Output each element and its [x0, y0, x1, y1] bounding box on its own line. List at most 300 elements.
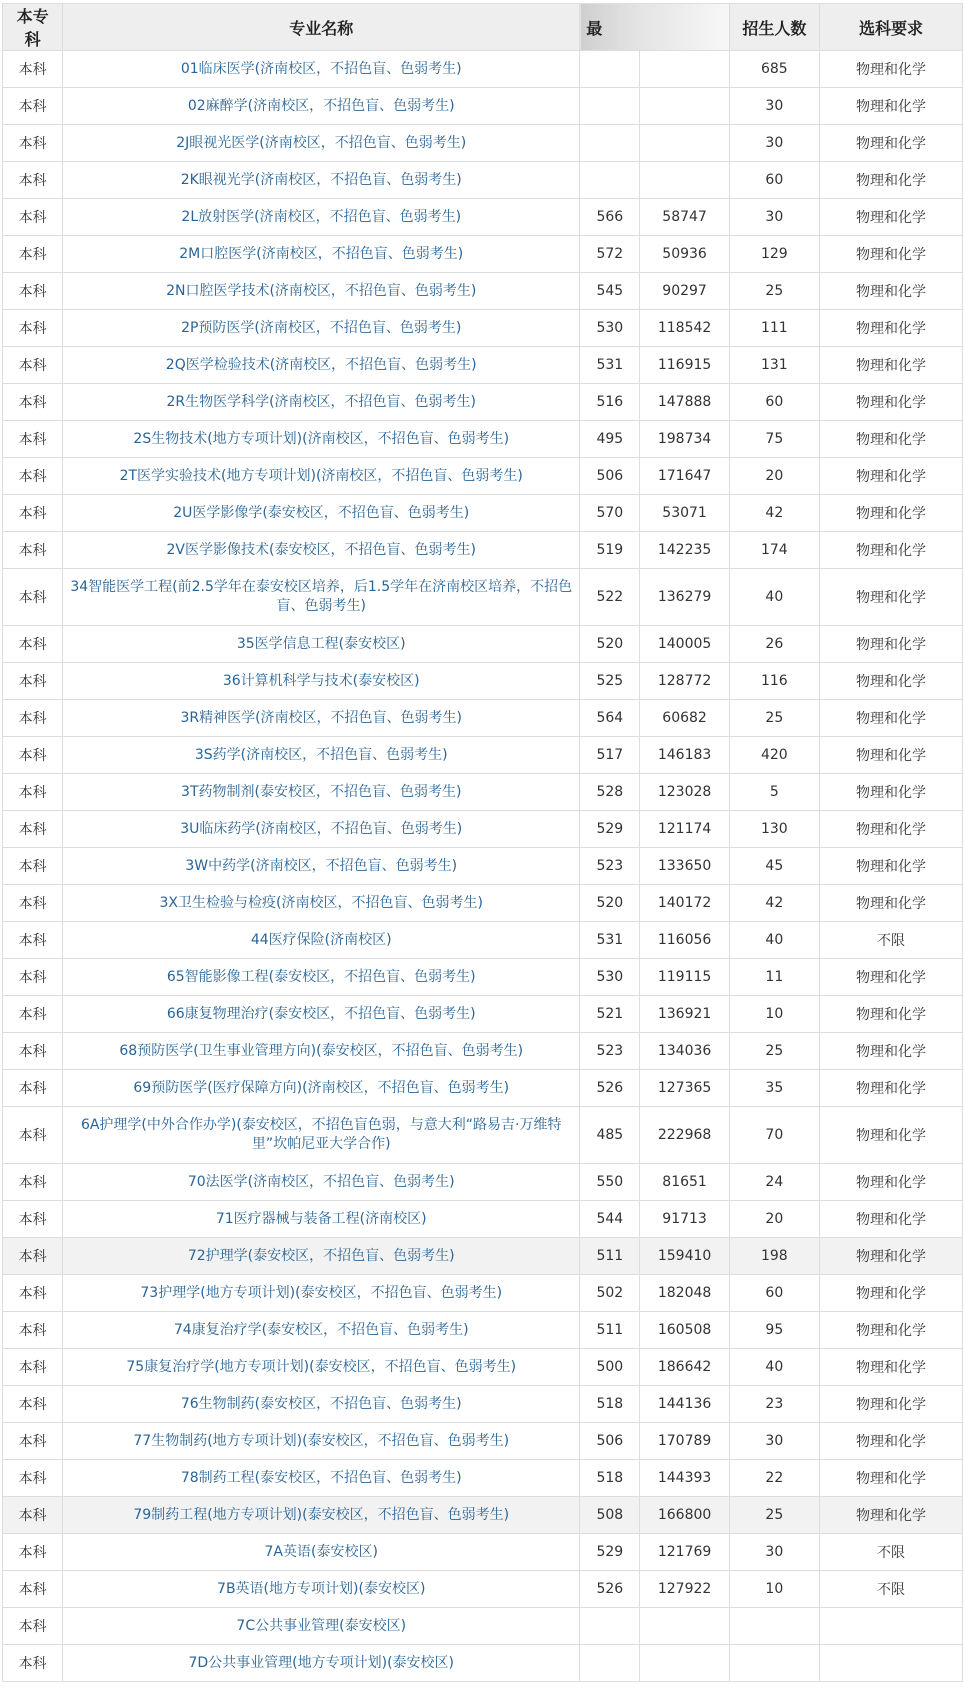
table-row [3, 996, 963, 1033]
cell-subject-req: 物理和化学 [819, 1497, 962, 1534]
table-row [3, 1107, 963, 1164]
cell-enrollment: 40 [729, 922, 819, 959]
cell-min-score: 520 [580, 885, 640, 922]
cell-min-rank: 136279 [640, 569, 729, 626]
cell-min-score: 516 [580, 384, 640, 421]
cell-enrollment: 75 [729, 421, 819, 458]
cell-major[interactable]: 3W中药学(济南校区，不招色盲、色弱考生) [63, 848, 580, 885]
cell-enrollment: 131 [729, 347, 819, 384]
cell-level: 本科 [3, 1070, 63, 1107]
cell-subject-req: 物理和化学 [819, 532, 962, 569]
cell-major[interactable]: 72护理学(泰安校区，不招色盲、色弱考生) [63, 1238, 580, 1275]
cell-enrollment: 60 [729, 162, 819, 199]
cell-subject-req [819, 1645, 962, 1682]
cell-min-rank: 116915 [640, 347, 729, 384]
cell-level: 本科 [3, 1534, 63, 1571]
cell-subject-req: 物理和化学 [819, 199, 962, 236]
cell-major[interactable]: 7B英语(地方专项计划)(泰安校区) [63, 1571, 580, 1608]
cell-level: 本科 [3, 1238, 63, 1275]
cell-major[interactable]: 75康复治疗学(地方专项计划)(泰安校区，不招色盲、色弱考生) [63, 1349, 580, 1386]
cell-min-rank: 121174 [640, 811, 729, 848]
cell-subject-req: 物理和化学 [819, 811, 962, 848]
header-major: 专业名称 [63, 4, 580, 51]
header-level: 本专科 [3, 4, 63, 51]
cell-major[interactable]: 70法医学(济南校区，不招色盲、色弱考生) [63, 1164, 580, 1201]
cell-min-rank: 134036 [640, 1033, 729, 1070]
cell-enrollment: 198 [729, 1238, 819, 1275]
cell-enrollment: 40 [729, 1349, 819, 1386]
cell-min-score: 570 [580, 495, 640, 532]
table-row [3, 1423, 963, 1460]
cell-min-rank: 198734 [640, 421, 729, 458]
cell-enrollment: 30 [729, 199, 819, 236]
cell-enrollment: 45 [729, 848, 819, 885]
cell-major[interactable]: 65智能影像工程(泰安校区，不招色盲、色弱考生) [63, 959, 580, 996]
table-row [3, 532, 963, 569]
cell-min-rank: 116056 [640, 922, 729, 959]
cell-subject-req: 不限 [819, 1534, 962, 1571]
cell-level: 本科 [3, 1497, 63, 1534]
table-row [3, 1645, 963, 1682]
cell-min-rank [640, 1645, 729, 1682]
cell-enrollment: 40 [729, 569, 819, 626]
cell-level: 本科 [3, 1645, 63, 1682]
table-row [3, 569, 963, 626]
cell-min-rank: 144136 [640, 1386, 729, 1423]
cell-enrollment: 35 [729, 1070, 819, 1107]
cell-major[interactable]: 77生物制药(地方专项计划)(泰安校区，不招色盲、色弱考生) [63, 1423, 580, 1460]
header-min-score-label: 最 [586, 18, 603, 38]
table-row [3, 1201, 963, 1238]
cell-enrollment: 22 [729, 1460, 819, 1497]
cell-enrollment: 10 [729, 996, 819, 1033]
cell-min-score: 529 [580, 811, 640, 848]
cell-level: 本科 [3, 1608, 63, 1645]
cell-level: 本科 [3, 626, 63, 663]
cell-min-score: 519 [580, 532, 640, 569]
cell-min-rank: 91713 [640, 1201, 729, 1238]
cell-min-rank: 58747 [640, 199, 729, 236]
cell-min-score [580, 1645, 640, 1682]
cell-min-score: 545 [580, 273, 640, 310]
cell-min-score: 511 [580, 1238, 640, 1275]
cell-min-rank: 53071 [640, 495, 729, 532]
cell-level: 本科 [3, 1386, 63, 1423]
cell-enrollment: 30 [729, 88, 819, 125]
cell-enrollment: 25 [729, 273, 819, 310]
cell-min-score: 518 [580, 1386, 640, 1423]
cell-min-rank: 160508 [640, 1312, 729, 1349]
cell-major[interactable]: 69预防医学(医疗保障方向)(济南校区，不招色盲、色弱考生) [63, 1070, 580, 1107]
cell-level: 本科 [3, 162, 63, 199]
cell-min-rank: 144393 [640, 1460, 729, 1497]
table-row [3, 848, 963, 885]
table-row [3, 51, 963, 88]
cell-min-rank: 186642 [640, 1349, 729, 1386]
cell-major[interactable]: 3T药物制剂(泰安校区，不招色盲、色弱考生) [63, 774, 580, 811]
cell-min-rank [640, 88, 729, 125]
cell-enrollment: 23 [729, 1386, 819, 1423]
cell-level: 本科 [3, 959, 63, 996]
cell-major[interactable]: 44医疗保险(济南校区) [63, 922, 580, 959]
table-row [3, 663, 963, 700]
cell-enrollment: 420 [729, 737, 819, 774]
cell-major[interactable]: 34智能医学工程(前2.5学年在泰安校区培养，后1.5学年在济南校区培养，不招色盲、色弱考生) [63, 569, 580, 626]
cell-subject-req: 物理和化学 [819, 1312, 962, 1349]
cell-subject-req: 物理和化学 [819, 88, 962, 125]
cell-min-score: 530 [580, 310, 640, 347]
cell-enrollment: 130 [729, 811, 819, 848]
cell-subject-req: 物理和化学 [819, 421, 962, 458]
cell-subject-req: 物理和化学 [819, 236, 962, 273]
cell-major[interactable]: 7D公共事业管理(地方专项计划)(泰安校区) [63, 1645, 580, 1682]
cell-enrollment: 70 [729, 1107, 819, 1164]
cell-min-score: 500 [580, 1349, 640, 1386]
cell-major[interactable]: 2K眼视光学(济南校区，不招色盲、色弱考生) [63, 162, 580, 199]
cell-level: 本科 [3, 1164, 63, 1201]
cell-subject-req: 物理和化学 [819, 996, 962, 1033]
table-row [3, 88, 963, 125]
cell-subject-req: 物理和化学 [819, 663, 962, 700]
cell-min-rank: 170789 [640, 1423, 729, 1460]
cell-subject-req: 物理和化学 [819, 1386, 962, 1423]
cell-major[interactable]: 2V医学影像技术(泰安校区，不招色盲、色弱考生) [63, 532, 580, 569]
cell-subject-req: 不限 [819, 1571, 962, 1608]
header-subject-req: 选科要求 [819, 4, 962, 51]
cell-major[interactable]: 01临床医学(济南校区，不招色盲、色弱考生) [63, 51, 580, 88]
cell-subject-req: 物理和化学 [819, 1033, 962, 1070]
cell-level: 本科 [3, 458, 63, 495]
cell-level: 本科 [3, 273, 63, 310]
cell-level: 本科 [3, 495, 63, 532]
cell-level: 本科 [3, 811, 63, 848]
cell-major[interactable]: 35医学信息工程(泰安校区) [63, 626, 580, 663]
table-row [3, 1275, 963, 1312]
cell-enrollment: 10 [729, 1571, 819, 1608]
cell-major[interactable]: 74康复治疗学(泰安校区，不招色盲、色弱考生) [63, 1312, 580, 1349]
admission-table [2, 3, 963, 1682]
cell-subject-req: 物理和化学 [819, 1201, 962, 1238]
table-row [3, 162, 963, 199]
cell-min-score: 550 [580, 1164, 640, 1201]
table-row [3, 626, 963, 663]
cell-min-rank: 90297 [640, 273, 729, 310]
cell-major[interactable]: 71医疗器械与装备工程(济南校区) [63, 1201, 580, 1238]
cell-min-score: 572 [580, 236, 640, 273]
cell-subject-req: 物理和化学 [819, 384, 962, 421]
cell-enrollment: 26 [729, 626, 819, 663]
cell-level: 本科 [3, 996, 63, 1033]
cell-major[interactable]: 66康复物理治疗(泰安校区，不招色盲、色弱考生) [63, 996, 580, 1033]
cell-min-rank: 159410 [640, 1238, 729, 1275]
cell-enrollment [729, 1645, 819, 1682]
cell-enrollment: 20 [729, 1201, 819, 1238]
table-row [3, 347, 963, 384]
table-row [3, 421, 963, 458]
cell-min-rank: 182048 [640, 1275, 729, 1312]
cell-min-score: 517 [580, 737, 640, 774]
cell-min-score [580, 162, 640, 199]
cell-enrollment: 5 [729, 774, 819, 811]
cell-min-rank: 123028 [640, 774, 729, 811]
cell-subject-req: 物理和化学 [819, 347, 962, 384]
cell-subject-req: 物理和化学 [819, 458, 962, 495]
cell-min-score: 526 [580, 1070, 640, 1107]
cell-min-rank: 136921 [640, 996, 729, 1033]
cell-subject-req: 物理和化学 [819, 1070, 962, 1107]
cell-level: 本科 [3, 1275, 63, 1312]
cell-subject-req: 物理和化学 [819, 737, 962, 774]
cell-level: 本科 [3, 1201, 63, 1238]
cell-min-rank: 140005 [640, 626, 729, 663]
table-body [3, 51, 963, 1682]
cell-major[interactable]: 2S生物技术(地方专项计划)(济南校区，不招色盲、色弱考生) [63, 421, 580, 458]
table-row [3, 811, 963, 848]
cell-level: 本科 [3, 347, 63, 384]
cell-level: 本科 [3, 88, 63, 125]
cell-level: 本科 [3, 1349, 63, 1386]
cell-subject-req [819, 1608, 962, 1645]
cell-min-rank: 127922 [640, 1571, 729, 1608]
cell-level: 本科 [3, 51, 63, 88]
cell-min-rank [640, 51, 729, 88]
table-row [3, 885, 963, 922]
cell-min-score [580, 51, 640, 88]
cell-min-score: 566 [580, 199, 640, 236]
table-row [3, 273, 963, 310]
cell-major[interactable]: 2P预防医学(济南校区，不招色盲、色弱考生) [63, 310, 580, 347]
cell-min-rank [640, 125, 729, 162]
cell-level: 本科 [3, 236, 63, 273]
cell-major[interactable]: 36计算机科学与技术(泰安校区) [63, 663, 580, 700]
cell-major[interactable]: 2L放射医学(济南校区，不招色盲、色弱考生) [63, 199, 580, 236]
cell-level: 本科 [3, 1460, 63, 1497]
cell-major[interactable]: 3R精神医学(济南校区，不招色盲、色弱考生) [63, 700, 580, 737]
header-min-score [580, 4, 729, 51]
table-row [3, 1534, 963, 1571]
cell-level: 本科 [3, 1571, 63, 1608]
cell-level: 本科 [3, 700, 63, 737]
cell-major[interactable]: 73护理学(地方专项计划)(泰安校区，不招色盲、色弱考生) [63, 1275, 580, 1312]
cell-subject-req: 物理和化学 [819, 310, 962, 347]
cell-level: 本科 [3, 199, 63, 236]
table-row [3, 1070, 963, 1107]
cell-major[interactable]: 3U临床药学(济南校区，不招色盲、色弱考生) [63, 811, 580, 848]
cell-subject-req: 物理和化学 [819, 569, 962, 626]
cell-min-score: 522 [580, 569, 640, 626]
cell-subject-req: 物理和化学 [819, 1460, 962, 1497]
cell-min-score: 511 [580, 1312, 640, 1349]
cell-enrollment: 174 [729, 532, 819, 569]
cell-level: 本科 [3, 737, 63, 774]
cell-level: 本科 [3, 569, 63, 626]
cell-level: 本科 [3, 1107, 63, 1164]
cell-subject-req: 物理和化学 [819, 495, 962, 532]
cell-enrollment: 685 [729, 51, 819, 88]
cell-enrollment [729, 1608, 819, 1645]
cell-level: 本科 [3, 1312, 63, 1349]
table-header-row [3, 4, 963, 51]
table-row [3, 1164, 963, 1201]
table-row [3, 495, 963, 532]
cell-level: 本科 [3, 663, 63, 700]
cell-enrollment: 24 [729, 1164, 819, 1201]
cell-min-score: 525 [580, 663, 640, 700]
cell-major[interactable]: 78制药工程(泰安校区，不招色盲、色弱考生) [63, 1460, 580, 1497]
cell-subject-req: 物理和化学 [819, 626, 962, 663]
cell-min-score: 531 [580, 347, 640, 384]
cell-enrollment: 60 [729, 384, 819, 421]
table-row [3, 1349, 963, 1386]
cell-enrollment: 129 [729, 236, 819, 273]
cell-subject-req: 物理和化学 [819, 1164, 962, 1201]
cell-min-score: 564 [580, 700, 640, 737]
cell-min-score: 502 [580, 1275, 640, 1312]
cell-min-score: 506 [580, 458, 640, 495]
cell-min-score: 544 [580, 1201, 640, 1238]
cell-level: 本科 [3, 1033, 63, 1070]
cell-subject-req: 物理和化学 [819, 51, 962, 88]
cell-subject-req: 物理和化学 [819, 273, 962, 310]
cell-subject-req: 物理和化学 [819, 1107, 962, 1164]
table-row [3, 959, 963, 996]
cell-min-rank: 60682 [640, 700, 729, 737]
table-row [3, 199, 963, 236]
cell-min-score: 485 [580, 1107, 640, 1164]
table-row [3, 922, 963, 959]
cell-major[interactable]: 02麻醉学(济南校区，不招色盲、色弱考生) [63, 88, 580, 125]
cell-major[interactable]: 79制药工程(地方专项计划)(泰安校区，不招色盲、色弱考生) [63, 1497, 580, 1534]
table-row [3, 737, 963, 774]
cell-min-rank: 147888 [640, 384, 729, 421]
cell-min-score: 531 [580, 922, 640, 959]
cell-min-rank: 166800 [640, 1497, 729, 1534]
table-row [3, 458, 963, 495]
cell-enrollment: 20 [729, 458, 819, 495]
cell-subject-req: 物理和化学 [819, 848, 962, 885]
cell-enrollment: 30 [729, 1534, 819, 1571]
cell-min-score: 518 [580, 1460, 640, 1497]
cell-major[interactable]: 3X卫生检验与检疫(济南校区，不招色盲、色弱考生) [63, 885, 580, 922]
cell-min-rank: 140172 [640, 885, 729, 922]
table-row [3, 1238, 963, 1275]
cell-enrollment: 25 [729, 1497, 819, 1534]
cell-major[interactable]: 2M口腔医学(济南校区，不招色盲、色弱考生) [63, 236, 580, 273]
cell-level: 本科 [3, 774, 63, 811]
table-row [3, 236, 963, 273]
cell-major[interactable]: 6A护理学(中外合作办学)(泰安校区，不招色盲色弱，与意大利“路易吉·万维特里”坎帕尼亚大学合作) [63, 1107, 580, 1164]
cell-enrollment: 116 [729, 663, 819, 700]
cell-subject-req: 物理和化学 [819, 885, 962, 922]
cell-level: 本科 [3, 885, 63, 922]
cell-min-rank: 222968 [640, 1107, 729, 1164]
cell-min-score: 530 [580, 959, 640, 996]
header-enrollment: 招生人数 [729, 4, 819, 51]
cell-min-score [580, 125, 640, 162]
cell-enrollment: 95 [729, 1312, 819, 1349]
cell-min-rank: 127365 [640, 1070, 729, 1107]
cell-subject-req: 物理和化学 [819, 125, 962, 162]
cell-enrollment: 30 [729, 1423, 819, 1460]
cell-min-rank [640, 162, 729, 199]
cell-level: 本科 [3, 532, 63, 569]
cell-min-score: 526 [580, 1571, 640, 1608]
cell-major[interactable]: 7A英语(泰安校区) [63, 1534, 580, 1571]
table-row [3, 700, 963, 737]
cell-major[interactable]: 7C公共事业管理(泰安校区) [63, 1608, 580, 1645]
table-row [3, 1033, 963, 1070]
cell-min-score: 506 [580, 1423, 640, 1460]
cell-level: 本科 [3, 310, 63, 347]
cell-subject-req: 不限 [819, 922, 962, 959]
cell-min-rank: 119115 [640, 959, 729, 996]
cell-enrollment: 42 [729, 885, 819, 922]
cell-major[interactable]: 2N口腔医学技术(济南校区，不招色盲、色弱考生) [63, 273, 580, 310]
cell-enrollment: 42 [729, 495, 819, 532]
table-row [3, 774, 963, 811]
cell-enrollment: 25 [729, 1033, 819, 1070]
cell-min-score [580, 88, 640, 125]
cell-min-rank: 171647 [640, 458, 729, 495]
cell-min-score: 523 [580, 848, 640, 885]
table-row [3, 1312, 963, 1349]
cell-subject-req: 物理和化学 [819, 1423, 962, 1460]
cell-subject-req: 物理和化学 [819, 700, 962, 737]
table-row [3, 384, 963, 421]
cell-level: 本科 [3, 1423, 63, 1460]
cell-min-score: 520 [580, 626, 640, 663]
cell-level: 本科 [3, 125, 63, 162]
cell-min-score: 528 [580, 774, 640, 811]
cell-min-score: 523 [580, 1033, 640, 1070]
cell-min-rank: 121769 [640, 1534, 729, 1571]
cell-subject-req: 物理和化学 [819, 1349, 962, 1386]
cell-min-rank: 128772 [640, 663, 729, 700]
cell-enrollment: 60 [729, 1275, 819, 1312]
cell-min-rank: 146183 [640, 737, 729, 774]
cell-subject-req: 物理和化学 [819, 162, 962, 199]
cell-level: 本科 [3, 421, 63, 458]
cell-enrollment: 30 [729, 125, 819, 162]
cell-major[interactable]: 3S药学(济南校区，不招色盲、色弱考生) [63, 737, 580, 774]
cell-major[interactable]: 2R生物医学科学(济南校区，不招色盲、色弱考生) [63, 384, 580, 421]
cell-major[interactable]: 2T医学实验技术(地方专项计划)(济南校区，不招色盲、色弱考生) [63, 458, 580, 495]
table-row [3, 125, 963, 162]
cell-min-rank: 133650 [640, 848, 729, 885]
cell-major[interactable]: 2Q医学检验技术(济南校区，不招色盲、色弱考生) [63, 347, 580, 384]
cell-subject-req: 物理和化学 [819, 774, 962, 811]
cell-major[interactable]: 76生物制药(泰安校区，不招色盲、色弱考生) [63, 1386, 580, 1423]
cell-enrollment: 11 [729, 959, 819, 996]
table-row [3, 1571, 963, 1608]
cell-enrollment: 25 [729, 700, 819, 737]
table-row [3, 1386, 963, 1423]
table-row [3, 1460, 963, 1497]
cell-min-rank: 142235 [640, 532, 729, 569]
cell-major[interactable]: 68预防医学(卫生事业管理方向)(泰安校区，不招色盲、色弱考生) [63, 1033, 580, 1070]
cell-min-rank: 50936 [640, 236, 729, 273]
table-row [3, 1608, 963, 1645]
cell-major[interactable]: 2U医学影像学(泰安校区，不招色盲、色弱考生) [63, 495, 580, 532]
cell-level: 本科 [3, 922, 63, 959]
cell-min-score: 508 [580, 1497, 640, 1534]
cell-subject-req: 物理和化学 [819, 1238, 962, 1275]
cell-min-score: 495 [580, 421, 640, 458]
cell-major[interactable]: 2J眼视光医学(济南校区，不招色盲、色弱考生) [63, 125, 580, 162]
table-row [3, 310, 963, 347]
cell-enrollment: 111 [729, 310, 819, 347]
cell-level: 本科 [3, 384, 63, 421]
